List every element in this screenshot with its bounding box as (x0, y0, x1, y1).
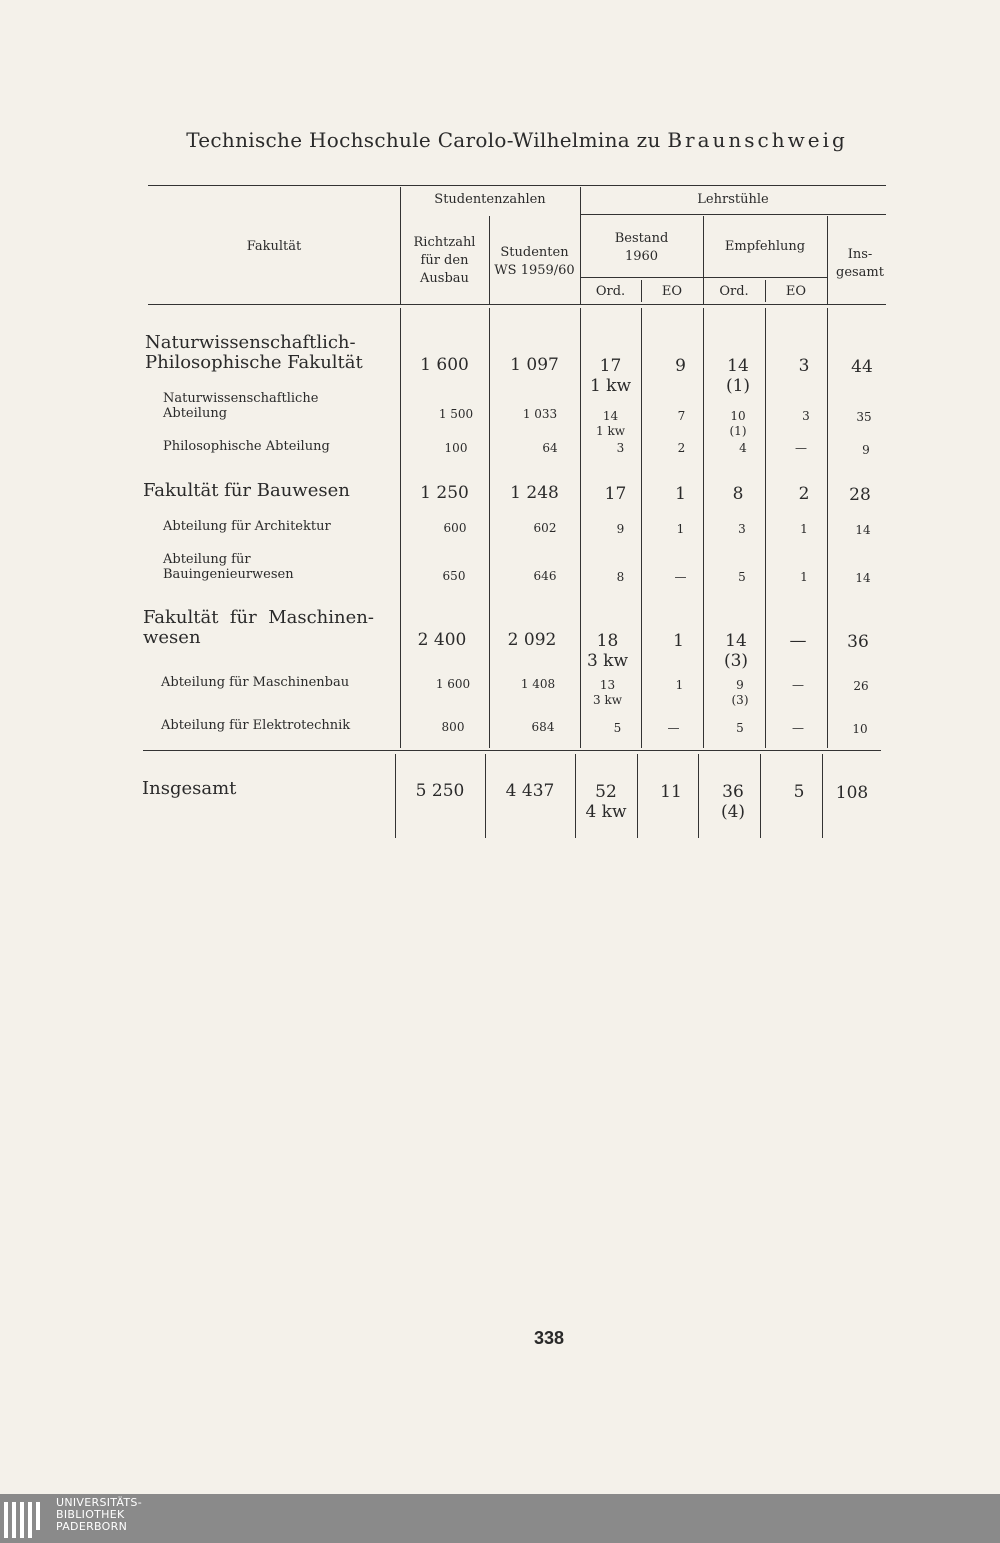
ord-eo-rule (580, 277, 828, 278)
row-label: Abteilung für Maschinenbau (161, 675, 350, 690)
cell-studenten: 1 248 (510, 483, 559, 503)
header-insgesamt: Ins- gesamt (836, 247, 884, 280)
cell-insgesamt: 26 (853, 679, 869, 693)
cell-empfehlung-ord: 8 (732, 484, 744, 504)
cell-empfehlung-eo: 5 (793, 782, 805, 802)
cell-richtzahl: 650 (442, 569, 466, 583)
library-name: UNIVERSITÄTS- BIBLIOTHEK PADERBORN (56, 1496, 142, 1533)
cell-bestand-ord: 9 (616, 522, 625, 536)
lehrstuehle-rule (580, 214, 886, 215)
total-label: Insgesamt (142, 778, 237, 799)
header-empfehlung-eo: EO (785, 284, 807, 299)
cell-empfehlung-ord: 5 (738, 570, 746, 584)
cell-studenten: 602 (533, 521, 557, 535)
cell-empfehlung-ord: 14 (1) (725, 356, 751, 396)
header-bestand-ord: Ord. (595, 284, 626, 299)
cell-empfehlung-eo: 2 (798, 484, 810, 504)
cell-bestand-ord: 13 3 kw (593, 678, 622, 707)
cell-insgesamt: 14 (855, 571, 871, 585)
cell-empfehlung-eo: 1 (800, 570, 808, 584)
cell-studenten: 684 (531, 720, 555, 734)
header-empfehlung: Empfehlung (724, 239, 806, 254)
cell-studenten: 64 (542, 441, 558, 455)
row-label: Abteilung für Bauingenieurwesen (163, 552, 294, 582)
header-studenten: Studenten WS 1959/60 (494, 245, 575, 278)
header-bestand-eo: EO (661, 284, 683, 299)
cell-bestand-ord: 8 (616, 570, 625, 584)
cell-bestand-eo: — (667, 721, 680, 735)
header-studentenzahlen: Studentenzahlen (434, 192, 546, 207)
cell-empfehlung-ord: 3 (738, 522, 746, 536)
header-empfehlung-ord: Ord. (719, 284, 749, 299)
cell-richtzahl: 5 250 (415, 781, 465, 801)
cell-studenten: 4 437 (505, 781, 555, 801)
cell-richtzahl: 1 600 (435, 677, 471, 691)
row-label: Abteilung für Elektrotechnik (161, 718, 351, 733)
cell-bestand-eo: 2 (677, 441, 686, 455)
cell-bestand-ord: 52 4 kw (585, 782, 627, 822)
cell-bestand-eo: 1 (676, 522, 685, 536)
cell-bestand-ord: 17 1 kw (589, 356, 632, 396)
cell-insgesamt: 10 (852, 722, 868, 736)
cell-studenten: 1 408 (520, 677, 556, 691)
cell-insgesamt: 28 (849, 485, 871, 505)
cell-bestand-eo: 11 (660, 782, 682, 802)
header-bestand: Bestand 1960 (614, 231, 669, 264)
cell-studenten: 1 097 (510, 355, 559, 375)
cell-bestand-eo: 1 (675, 678, 684, 692)
page-number: 338 (533, 1328, 565, 1348)
cell-bestand-eo: 1 (673, 631, 684, 651)
cell-studenten: 1 033 (522, 407, 558, 421)
cell-richtzahl: 1 500 (438, 407, 474, 421)
row-label: Naturwissenschaftlich- Philosophische Fakultät (145, 332, 363, 373)
cell-studenten: 646 (533, 569, 557, 583)
cell-bestand-ord: 14 1 kw (596, 409, 625, 438)
cell-empfehlung-eo: 3 (798, 356, 810, 376)
cell-empfehlung-ord: 5 (736, 721, 744, 735)
cell-richtzahl: 600 (443, 521, 467, 535)
header-fakultaet: Fakultät (246, 239, 302, 254)
cell-empfehlung-eo: — (795, 441, 807, 455)
cell-bestand-eo: 7 (677, 409, 686, 423)
total-top-rule (143, 750, 881, 751)
cell-bestand-ord: 5 (613, 721, 622, 735)
cell-richtzahl: 2 400 (417, 630, 467, 650)
table-top-rule (148, 185, 886, 186)
cell-insgesamt: 44 (851, 357, 873, 377)
cell-empfehlung-ord: 36 (4) (720, 782, 746, 822)
cell-empfehlung-eo: 3 (802, 409, 810, 423)
cell-studenten: 2 092 (507, 630, 557, 650)
row-label: Fakultät für Maschinen- wesen (143, 607, 374, 648)
cell-richtzahl: 1 250 (420, 483, 469, 503)
cell-bestand-eo: 1 (675, 484, 686, 504)
cell-insgesamt: 108 (835, 783, 869, 803)
header-bottom-rule (148, 304, 886, 305)
cell-bestand-ord: 3 (616, 441, 625, 455)
title-city: Braunschweig (667, 128, 848, 152)
cell-empfehlung-ord: 10 (1) (729, 409, 747, 438)
cell-insgesamt: 35 (856, 410, 872, 424)
cell-bestand-eo: 9 (675, 356, 686, 376)
cell-empfehlung-eo: — (792, 678, 804, 692)
cell-bestand-ord: 17 (604, 484, 627, 504)
cell-empfehlung-eo: 1 (800, 522, 808, 536)
cell-richtzahl: 100 (444, 441, 468, 455)
cell-empfehlung-ord: 9 (3) (731, 678, 749, 707)
cell-insgesamt: 14 (855, 523, 871, 537)
row-label: Abteilung für Architektur (163, 519, 331, 534)
cell-bestand-ord: 18 3 kw (586, 631, 629, 671)
cell-empfehlung-eo: — (792, 721, 804, 735)
row-label: Fakultät für Bauwesen (143, 480, 350, 501)
cell-empfehlung-ord: 4 (739, 441, 747, 455)
cell-empfehlung-ord: 14 (3) (723, 631, 749, 671)
header-richtzahl: Richtzahl für den Ausbau (413, 235, 476, 286)
cell-insgesamt: 9 (862, 443, 870, 457)
page-title (0, 128, 1000, 152)
title-prefix: Technische Hochschule Carolo-Wilhelmina zu (186, 128, 661, 152)
row-label: Naturwissenschaftliche Abteilung (163, 391, 319, 421)
cell-insgesamt: 36 (847, 632, 869, 652)
cell-richtzahl: 800 (441, 720, 465, 734)
library-footer (0, 1494, 1000, 1543)
cell-empfehlung-eo: — (789, 631, 807, 651)
row-label: Philosophische Abteilung (163, 439, 330, 454)
header-lehrstuehle: Lehrstühle (697, 192, 769, 207)
cell-richtzahl: 1 600 (420, 355, 469, 375)
cell-bestand-eo: — (674, 570, 687, 584)
